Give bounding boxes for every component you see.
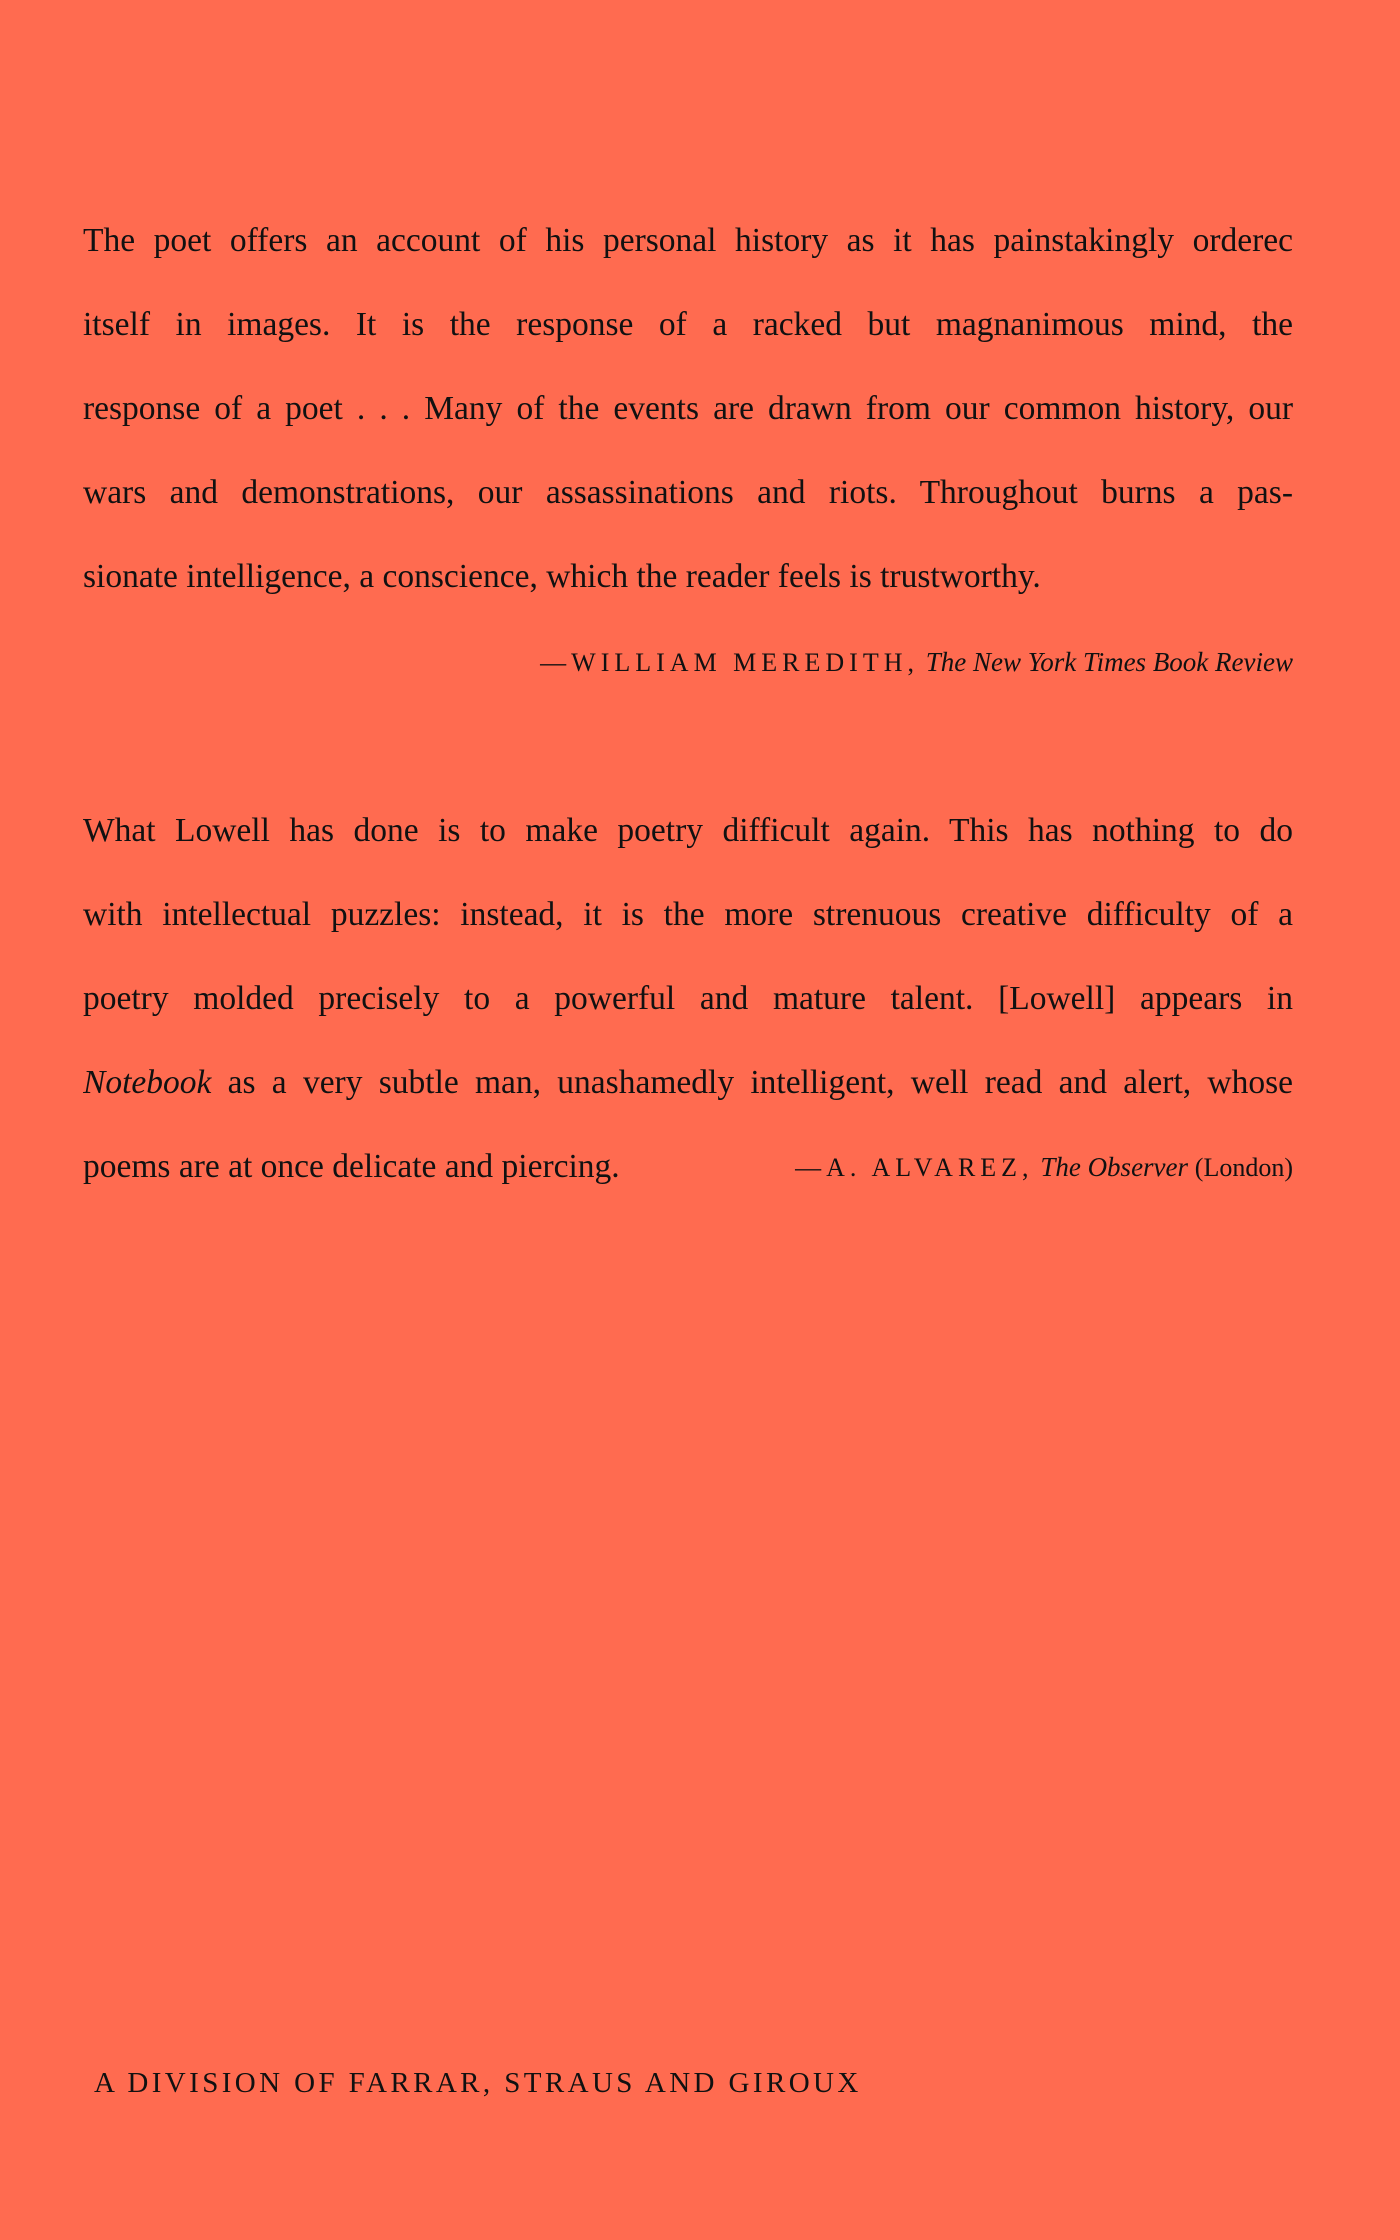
- book-title: Notebook: [83, 1064, 212, 1101]
- quote-line: What Lowell has done is to make poetry difficult again. This has nothing to do: [83, 812, 1293, 849]
- publisher-imprint: A DIVISION OF FARRAR, STRAUS AND GIROUX: [94, 2067, 862, 2099]
- attribution-author: —WILLIAM MEREDITH,: [540, 648, 920, 677]
- quote-line: response of a poet . . . Many of the events are drawn from our common history, our: [83, 390, 1293, 427]
- quote-line: wars and demonstrations, our assassinations and riots. Throughout burns a pas-: [83, 474, 1293, 511]
- quote-line: poetry molded precisely to a powerful and mature talent. [Lowell] appears in: [83, 980, 1293, 1017]
- attribution-publication: The New York Times Book Review: [925, 647, 1293, 677]
- quote-line-with-attribution: [83, 1125, 1293, 1209]
- review-quote-alvarez: [83, 789, 1293, 1209]
- quote-line: sionate intelligence, a conscience, which the reader feels is trustworthy.: [83, 558, 1041, 595]
- attribution-author: —A. ALVAREZ,: [795, 1153, 1034, 1182]
- quote-line: [83, 1041, 1293, 1125]
- quote-line-text: poems are at once delicate and piercing.: [83, 1148, 620, 1185]
- attribution-alvarez: [795, 1125, 1293, 1209]
- quote-line: itself in images. It is the response of a racked but magnanimous mind, the: [83, 306, 1293, 343]
- review-quote-meredith: [83, 199, 1293, 619]
- quote-line: The poet offers an account of his personal history as it has painstakingly orderec: [83, 222, 1293, 259]
- quote-line-text: as a very subtle man, unashamedly intelligent, well read and alert, whose: [211, 1064, 1293, 1101]
- attribution-location: (London): [1194, 1153, 1293, 1182]
- attribution-publication: The Observer: [1040, 1152, 1189, 1182]
- quote-line: with intellectual puzzles: instead, it is the more strenuous creative difficulty of a: [83, 896, 1293, 933]
- attribution-meredith: [540, 642, 1293, 683]
